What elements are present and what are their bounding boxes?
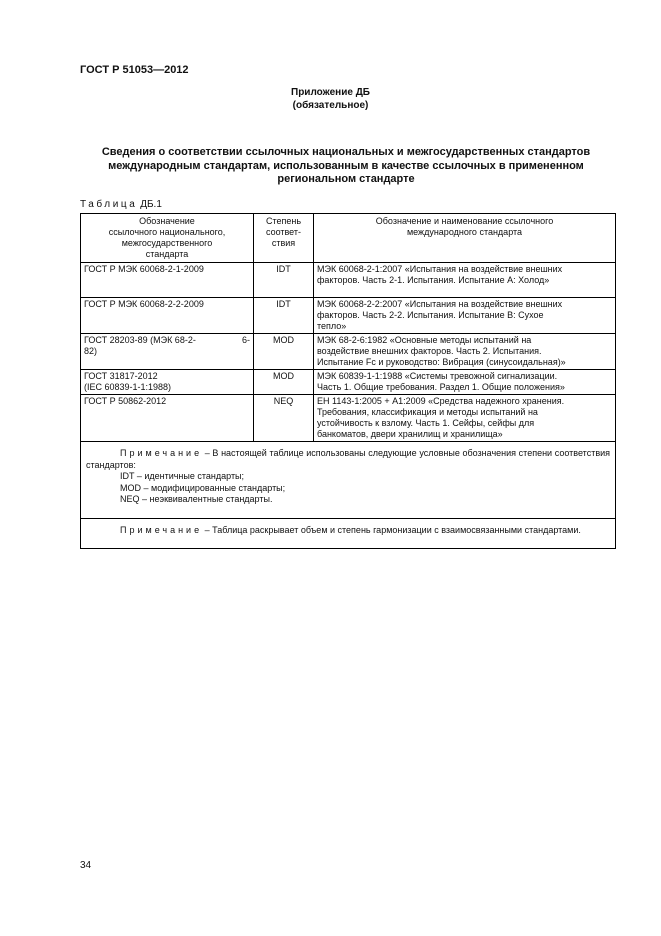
degree-cell: MOD [254, 370, 314, 395]
cell-line: 82) [84, 346, 98, 356]
annex-title: Приложение ДБ [291, 87, 370, 98]
national-standard-cell: ГОСТ Р МЭК 60068-2-2-2009 [81, 298, 254, 334]
header-line: международного стандарта [406, 227, 523, 237]
cell-line: Требования, классификация и методы испытаний на [317, 407, 538, 417]
header-national-standard [81, 214, 254, 263]
cell-line: (IEC 60839-1-1:1988) [84, 382, 172, 392]
note-cell [81, 442, 616, 519]
national-standard-cell: ГОСТ Р МЭК 60068-2-1-2009 [81, 263, 254, 298]
header-degree [254, 214, 314, 263]
international-standard-cell [314, 370, 616, 395]
national-standard-cell [81, 370, 254, 395]
cell-line: воздействие внешних факторов. Часть 2. Испытания. [317, 346, 542, 356]
degree-cell: IDT [254, 298, 314, 334]
header-line: ствия [271, 238, 296, 248]
table-caption-id: ДБ.1 [140, 199, 162, 210]
caption-line: Сведения о соответствии ссылочных национальных и межгосударственных стандартов [101, 146, 591, 158]
cell-line: факторов. Часть 2-2. Испытания. Испытание В: Сухое [317, 310, 544, 320]
header-international-standard [314, 214, 616, 263]
header-line: Степень [265, 216, 302, 226]
degree-cell: IDT [254, 263, 314, 298]
annex-status: (обязательное) [292, 100, 369, 111]
annex-caption [80, 146, 612, 187]
note-list-item: IDT – идентичные стандарты; [120, 471, 245, 481]
header-line: межгосударственного [121, 238, 213, 248]
table-row [81, 298, 616, 334]
note-list-item: NEQ – неэквивалентные стандарты. [120, 494, 273, 504]
cell-line: факторов. Часть 2-1. Испытания. Испытание А: Холод» [317, 275, 550, 285]
header-line: соответ- [265, 227, 302, 237]
cell-line: тепло» [317, 321, 347, 331]
degree-cell: NEQ [254, 395, 314, 442]
note-text: – В настоящей таблице использованы следующие условные обозначения степени соответствия стандартов: [86, 448, 610, 470]
header-line: Обозначение и наименование ссылочного [375, 216, 554, 226]
national-standard-cell: ГОСТ Р 50862-2012 [81, 395, 254, 442]
note-paragraph [86, 525, 610, 537]
cell-fragment: ГОСТ 28203-89 (МЭК 68-2- [84, 335, 196, 345]
header-line: ссылочного национального, [108, 227, 226, 237]
note-label: Примечание [120, 448, 203, 458]
annex-heading [0, 86, 661, 112]
cell-line: Испытание Fc и руководство: Вибрация (синусоидальная)» [317, 357, 566, 367]
document-number: ГОСТ Р 51053—2012 [80, 64, 189, 76]
cell-line: МЭК 60839-1-1:1988 «Системы тревожной сигнализации. [317, 371, 558, 381]
cell-line [84, 335, 250, 346]
table-caption-word: Таблица [80, 199, 138, 210]
note-row [81, 442, 616, 519]
cell-fragment: 6- [241, 335, 250, 345]
note-text: – Таблица раскрывает объем и степень гармонизации с взаимосвязанными стандартами. [202, 524, 581, 535]
note-label: Примечание [120, 524, 203, 535]
caption-line: международным стандартам, использованным в качестве ссылочных в примененном [108, 159, 584, 172]
cell-line: ГОСТ 31817-2012 [84, 371, 158, 381]
international-standard-cell [314, 334, 616, 370]
international-standard-cell [314, 395, 616, 442]
page-number: 34 [80, 860, 92, 871]
table-row [81, 334, 616, 370]
international-standard-cell [314, 263, 616, 298]
note-row [81, 518, 616, 549]
national-standard-cell [81, 334, 254, 370]
cell-line: ЕН 1143-1:2005 + А1:2009 «Средства надежного хранения. [317, 396, 565, 406]
note-paragraph [86, 448, 610, 471]
table-row [81, 370, 616, 395]
note-cell [81, 518, 616, 549]
header-line: Обозначение [139, 216, 195, 226]
header-line: стандарта [145, 249, 189, 259]
cell-line: МЭК 60068-2-2:2007 «Испытания на воздействие внешних [317, 299, 563, 309]
cell-line: МЭК 60068-2-1:2007 «Испытания на воздействие внешних [317, 264, 563, 274]
caption-line: региональном стандарте [277, 173, 415, 185]
table-row [81, 395, 616, 442]
cell-line: банкоматов, двери хранилищ и хранилища» [317, 429, 503, 439]
cell-line: устойчивость к взлому. Часть 1. Сейфы, сейфы для [317, 418, 535, 428]
table-header-row [81, 214, 616, 263]
table-row [81, 263, 616, 298]
international-standard-cell [314, 298, 616, 334]
correspondence-table [80, 213, 616, 549]
table-caption [80, 199, 162, 210]
cell-line: МЭК 68-2-6:1982 «Основные методы испытаний на [317, 335, 532, 345]
degree-cell: MOD [254, 334, 314, 370]
note-list-item: MOD – модифицированные стандарты; [120, 482, 286, 493]
cell-line: Часть 1. Общие требования. Раздел 1. Общие положения» [317, 382, 565, 392]
